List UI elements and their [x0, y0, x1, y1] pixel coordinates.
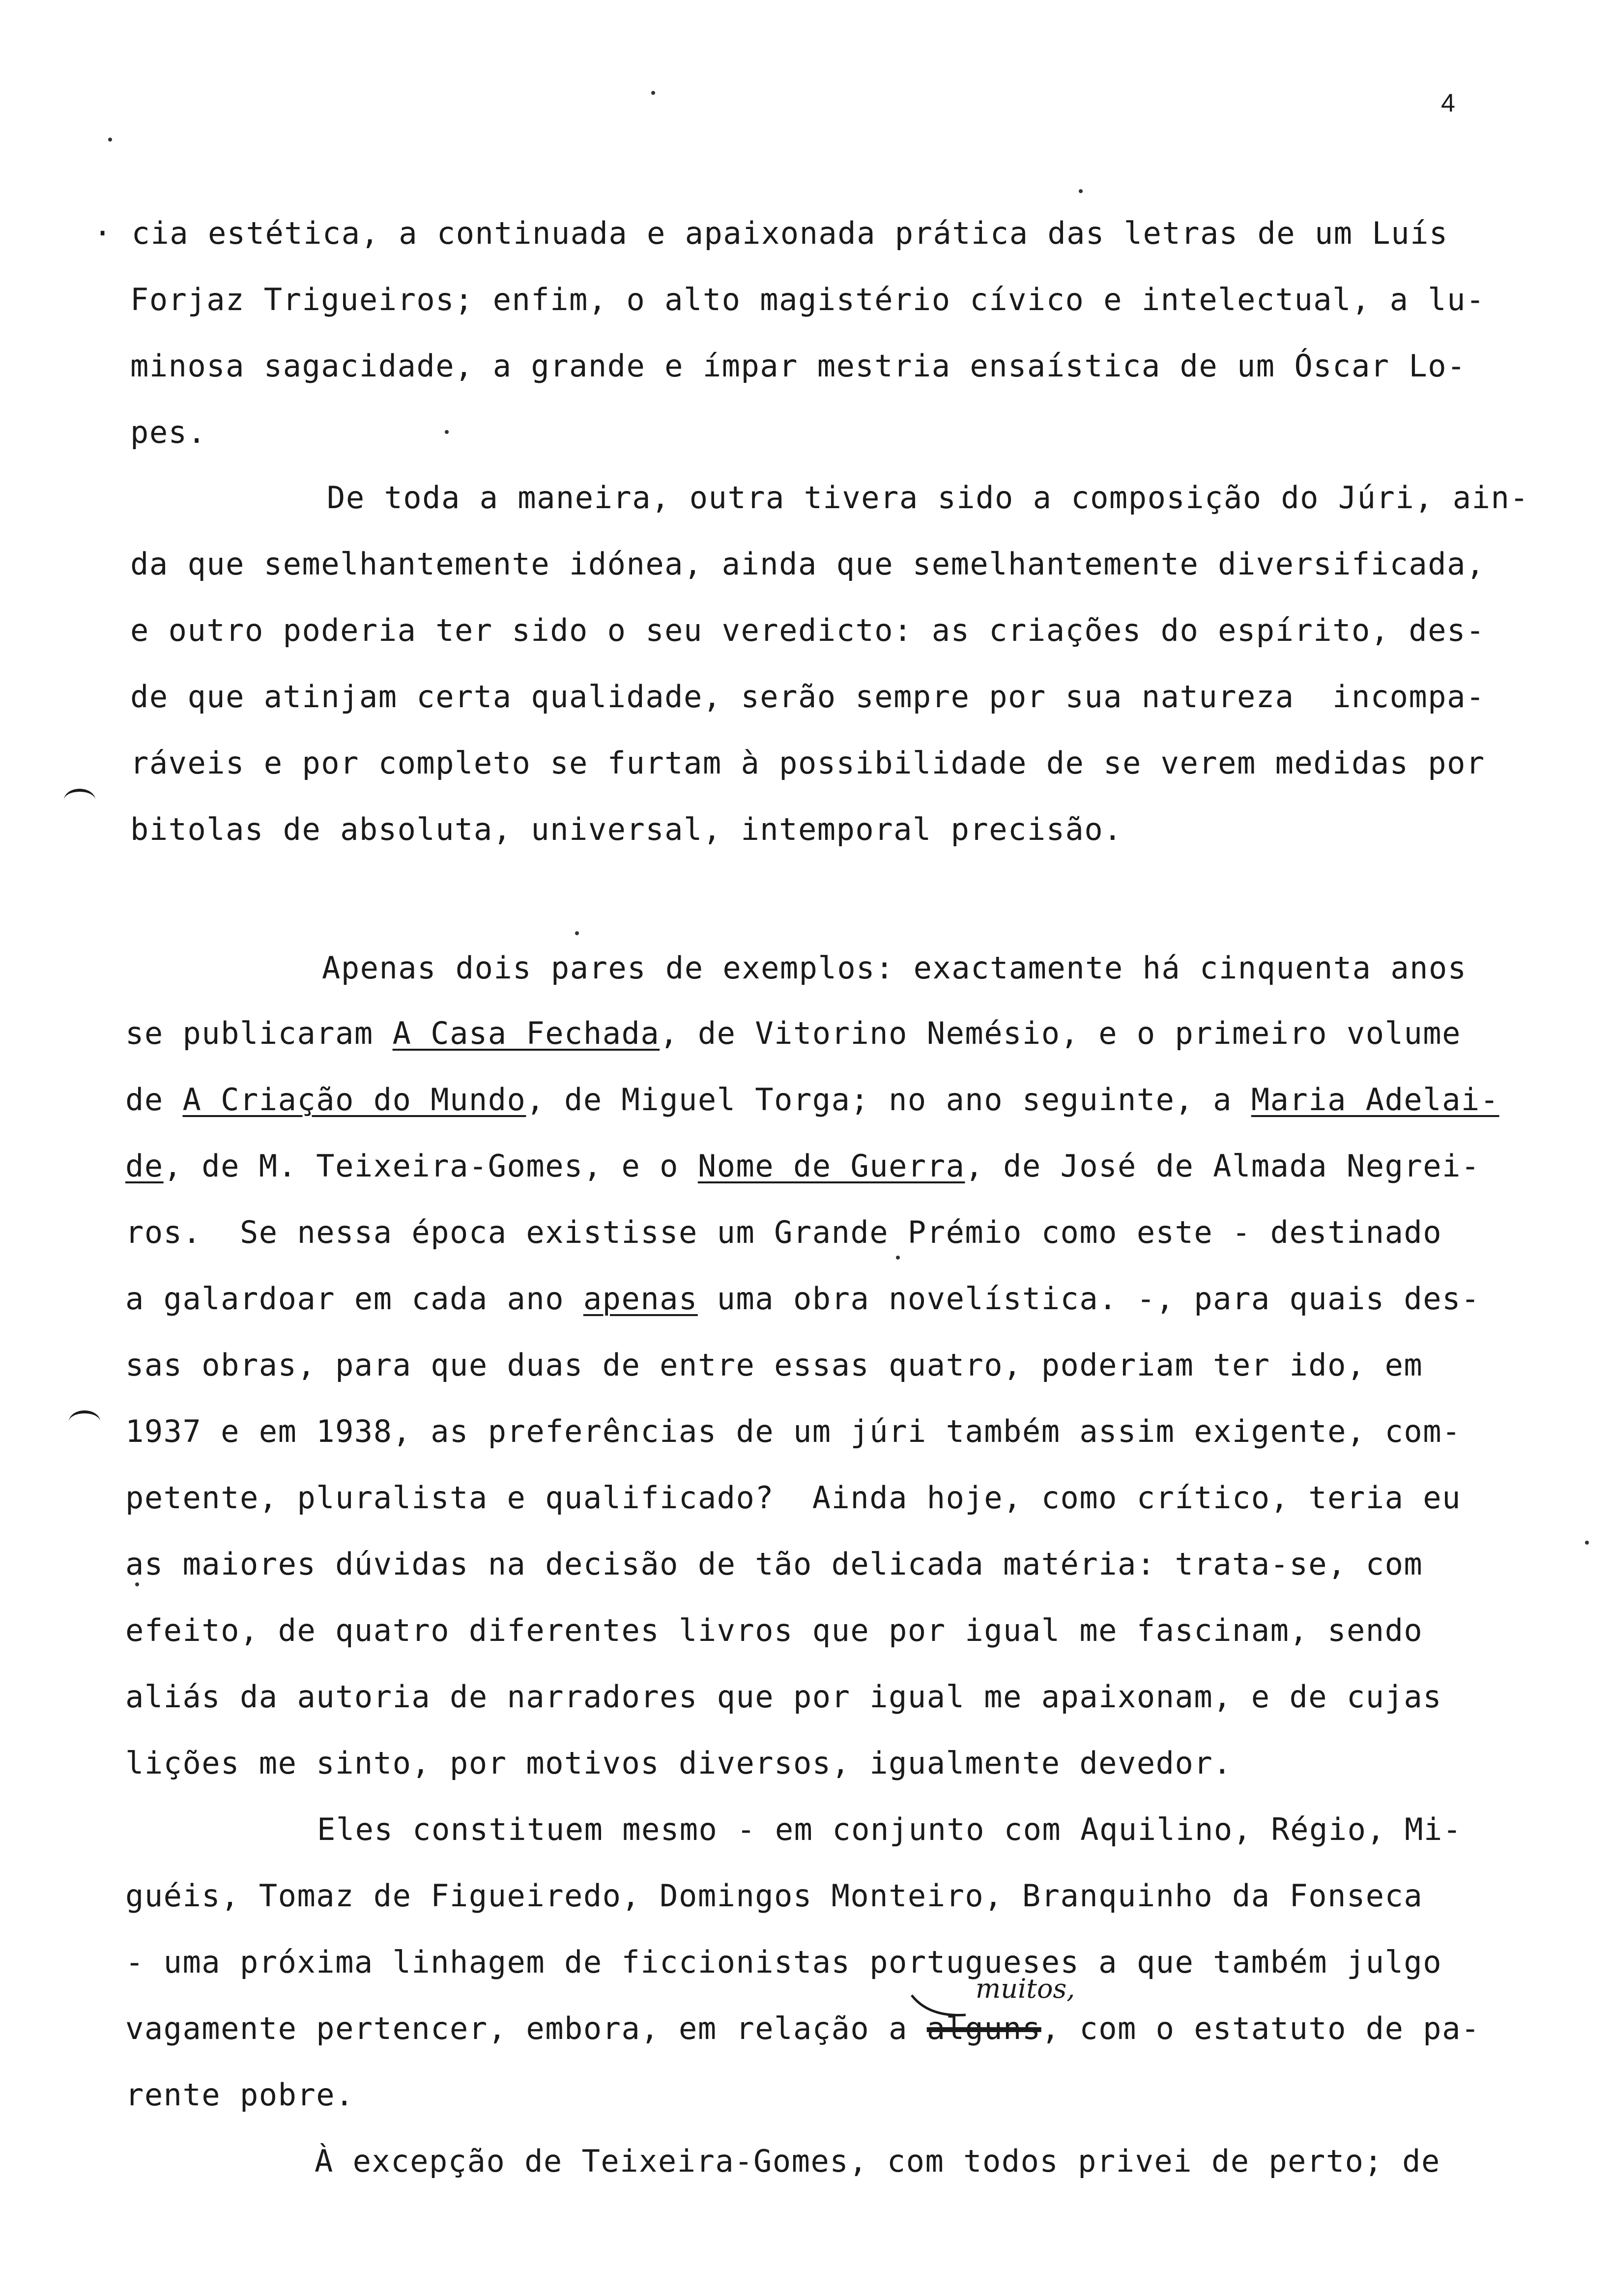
text-span: uma obra novelística. -, para quais des-: [697, 1281, 1480, 1317]
struck-out-word: alguns: [926, 2010, 1041, 2046]
text-line: · cia estética, a continuada e apaixonada prática das letras de um Luís: [93, 215, 1448, 251]
text-line: ros. Se nessa época existisse um Grande Prémio como este - destinado: [125, 1214, 1442, 1250]
speck: [135, 1582, 139, 1586]
text-line: [125, 1016, 1461, 1051]
text-line: minosa sagacidade, a grande e ímpar mestria ensaística de um Óscar Lo-: [130, 348, 1466, 384]
text-span: de: [125, 1082, 183, 1118]
text-line: [125, 1282, 1480, 1316]
emphasis-underlined: apenas: [583, 1281, 698, 1317]
text-line: De toda a maneira, outra tivera sido a composição do Júri, ain-: [327, 480, 1529, 516]
speck: [1079, 189, 1083, 193]
text-line: [125, 2011, 1480, 2046]
text-span: , de M. Teixeira-Gomes, e o: [163, 1148, 698, 1184]
speck: [896, 1256, 900, 1260]
text-line: 1937 e em 1938, as preferências de um júri também assim exigente, com-: [125, 1413, 1461, 1449]
text-span: , de Vitorino Nemésio, e o primeiro volume: [660, 1015, 1461, 1051]
book-title-underlined: de: [125, 1148, 164, 1184]
page-number: 4: [1441, 89, 1455, 117]
text-line: aliás da autoria de narradores que por igual me apaixonam, e de cujas: [125, 1679, 1442, 1715]
text-span: , de José de Almada Negrei-: [965, 1148, 1480, 1184]
text-line: efeito, de quatro diferentes livros que por igual me fascinam, sendo: [125, 1612, 1423, 1648]
text-line: rente pobre.: [125, 2077, 354, 2113]
text-line: Eles constituem mesmo - em conjunto com Aquilino, Régio, Mi-: [317, 1811, 1462, 1847]
text-span: vagamente pertencer, embora, em relação a: [125, 2010, 927, 2046]
text-span: , com o estatuto de pa-: [1041, 2010, 1480, 2046]
text-line: e outro poderia ter sido o seu veredicto: as criações do espírito, des-: [130, 612, 1485, 648]
book-title-underlined: A Criação do Mundo: [182, 1082, 526, 1118]
text-line: guéis, Tomaz de Figueiredo, Domingos Monteiro, Branquinho da Fonseca: [125, 1878, 1423, 1914]
speck: [108, 138, 112, 142]
book-title-underlined: Maria Adelai-: [1251, 1082, 1499, 1118]
speck: [575, 931, 579, 935]
margin-mark-icon: [64, 789, 95, 811]
text-span: , de Miguel Torga; no ano seguinte, a: [526, 1082, 1251, 1118]
text-span: se publicaram: [125, 1015, 393, 1051]
book-title-underlined: A Casa Fechada: [392, 1015, 660, 1051]
speck: [1585, 1541, 1589, 1545]
book-title-underlined: Nome de Guerra: [697, 1148, 965, 1184]
margin-mark-icon: [69, 1410, 100, 1433]
text-line: [125, 1083, 1499, 1117]
text-line: sas obras, para que duas de entre essas quatro, poderiam ter ido, em: [125, 1347, 1423, 1383]
speck: [651, 91, 655, 95]
text-span: a galardoar em cada ano: [125, 1281, 583, 1317]
text-line: - uma próxima linhagem de ficcionistas portugueses a que também julgo: [125, 1944, 1442, 1980]
insertion-caret-icon: [909, 1990, 968, 2020]
text-line: lições me sinto, por motivos diversos, igualmente devedor.: [125, 1745, 1232, 1781]
text-line: [125, 1149, 1480, 1183]
text-line: as maiores dúvidas na decisão de tão delicada matéria: trata-se, com: [125, 1546, 1423, 1582]
text-line: Forjaz Trigueiros; enfim, o alto magistério cívico e intelectual, a lu-: [130, 282, 1485, 317]
speck: [445, 430, 449, 434]
handwritten-correction: muitos,: [976, 1973, 1075, 2004]
text-line: de que atinjam certa qualidade, serão sempre por sua natureza incompa-: [130, 679, 1485, 715]
text-line: ráveis e por completo se furtam à possibilidade de se verem medidas por: [130, 745, 1485, 781]
text-line: À excepção de Teixeira-Gomes, com todos privei de perto; de: [315, 2143, 1440, 2179]
text-line: pes.: [130, 414, 207, 450]
text-line: petente, pluralista e qualificado? Ainda hoje, como crítico, teria eu: [125, 1480, 1461, 1516]
text-line: Apenas dois pares de exemplos: exactamente há cinquenta anos: [322, 950, 1467, 986]
text-line: da que semelhantemente idónea, ainda que semelhantemente diversificada,: [130, 546, 1485, 582]
text-line: bitolas de absoluta, universal, intemporal precisão.: [130, 811, 1123, 847]
